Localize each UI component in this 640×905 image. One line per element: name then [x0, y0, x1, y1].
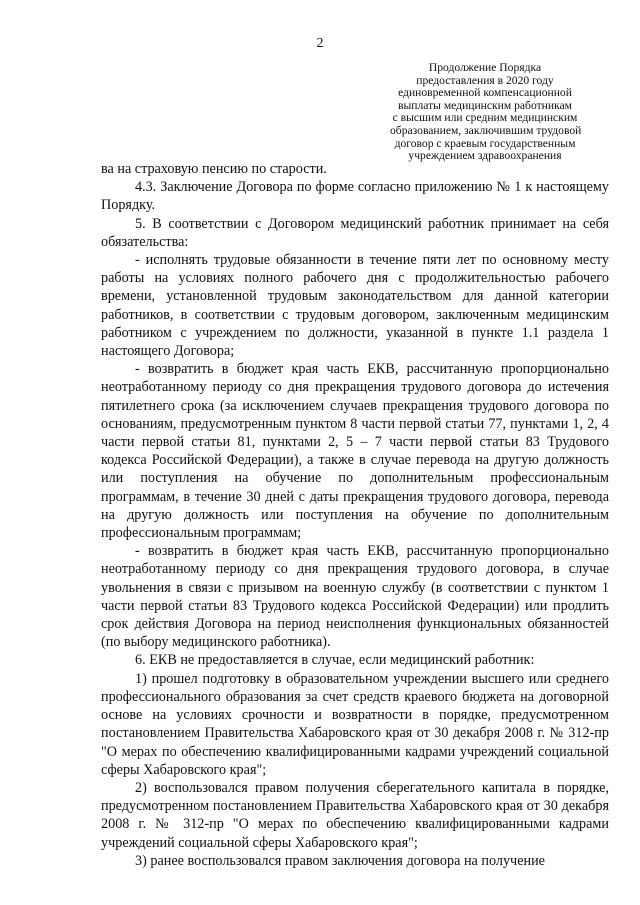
header-line: образованием, заключившим трудовой — [390, 123, 582, 137]
header-line: единовременной компенсационной — [398, 86, 572, 100]
document-body — [101, 160, 609, 870]
header-line: Продолжение Порядка — [428, 61, 542, 74]
obligation-item-1: - исполнять трудовые обязанности в течение пяти лет по основному месту работы на условиях полного рабочего дня с продолжительностью рабочего времени, установленной трудовым законодательством для данной категории работников, в соответствии с трудовым договором, заключенным медицинским работником с учреждением по должности, указанной в пункте 1.1 раздела 1 настоящего Договора; — [101, 252, 609, 360]
exclusion-item-3: 3) ранее воспользовался правом заключения договора на получение — [135, 852, 545, 869]
header-line: выплаты медицинским работникам — [397, 98, 573, 112]
paragraph-continuation: ва на страховую пенсию по старости. — [101, 161, 327, 177]
header-line: предоставления в 2020 году — [416, 73, 554, 87]
paragraph-4-3: 4.3. Заключение Договора по форме согласно приложению № 1 к настоящему Порядку. — [101, 179, 609, 214]
header-line: учреждением здравоохранения — [408, 149, 562, 163]
header-line: договор с краевым государственным — [394, 136, 576, 150]
obligation-item-3: - возвратить в бюджет края часть ЕКВ, рассчитанную пропорционально неотработанному периоду со дня прекращения трудового договора, в случае увольнения в связи с призывом на военную службу (в соответствии с пунктом 1 части первой статьи 83 Трудового кодекса Российской Федерации) или продлить срок действия Договора на период неисполнения функциональных обязанностей (по выбору медицинского работника). — [101, 543, 609, 651]
paragraph-6: 6. ЕКВ не предоставляется в случае, если медицинский работник: — [135, 652, 535, 669]
paragraph-5: 5. В соответствии с Договором медицинский работник принимает на себя обязательства: — [101, 215, 609, 250]
exclusion-item-2: 2) воспользовался правом получения сберегательного капитала в порядке, предусмотренном постановлением Правительства Хабаровского края от 30 декабря 2008 г. № 312-пр "О мерах по обеспечению квалифицированными кадрами учреждений социальной сферы Хабаровского края"; — [101, 779, 609, 851]
obligation-item-2: - возвратить в бюджет края часть ЕКВ, рассчитанную пропорционально неотработанному периоду со дня прекращения трудового договора до истечения пятилетнего срока (за исключением случаев прекращения трудового договора по основаниям, предусмотренным пунктом 8 части первой статьи 77, пунктами 1, 2, 4 части первой статьи 81, пунктами 2, 5 – 7 части первой статьи 83 Трудового кодекса Российской Федерации), а также в случае перевода на другую должность или поступления на обучение по дополнительным профессиональным программам, в течение 30 дней с даты прекращения трудового договора, перевода на другую должность или поступления на обучение по дополнительным профессиональным программам; — [101, 361, 609, 542]
page-number: 2 — [316, 36, 324, 51]
exclusion-item-1: 1) прошел подготовку в образовательном учреждении высшего или среднего профессионального образования за счет средств краевого бюджета на договорной основе на условиях срочности и возвратности в порядке, предусмотренном постановлением Правительства Хабаровского края от 30 декабря 2008 г. № 312-пр "О мерах по обеспечению квалифицированными кадрами учреждений социальной сферы Хабаровского края"; — [101, 670, 609, 778]
header-line: с высшим или средним медицинским — [392, 111, 578, 125]
document-header — [390, 62, 580, 163]
